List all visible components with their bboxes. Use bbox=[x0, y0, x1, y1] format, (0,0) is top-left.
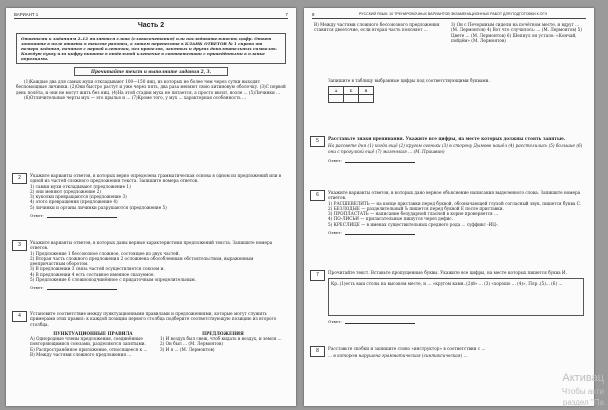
q3-option: 4) В предложении 4 есть составное именное сказуемое. bbox=[30, 271, 155, 277]
sentence-item: 1) И воздух был свеж, чтоб кидать в воздух, и земля ... bbox=[160, 336, 282, 341]
answer-table bbox=[328, 86, 374, 103]
question-3-number: 3 bbox=[12, 240, 27, 251]
table-cell[interactable] bbox=[359, 95, 374, 103]
q6-option: 2) БЕЗЛОДЫЕ — разделительный Ъ пишется перед буквой Е после приставки. bbox=[328, 205, 504, 211]
q6-option: 5) КРЕСЛИЦЕ — в именах существительных среднего рода ... суффикс -ИЦ-. bbox=[328, 221, 499, 227]
question-5-number: 5 bbox=[310, 136, 325, 147]
question-2-number: 2 bbox=[12, 173, 27, 184]
table-header: В bbox=[359, 87, 374, 95]
question-2-text: Укажите варианты ответов, в которых верно определена грамматическая основа в одном из предложений или в одной из частей сложного предложения текста. Запишите номера ответов. bbox=[30, 173, 282, 184]
variant-label: ВАРИАНТ 1 bbox=[14, 12, 39, 17]
answer-field[interactable] bbox=[47, 217, 117, 218]
question-5-text: Расставьте знаки препинания. Укажите все цифры, на месте которых должны стоять запятые. bbox=[328, 136, 566, 141]
q6-option: 3) ПРОПЛАСТАТЬ — написание безударной гласной в корне проверяется ... bbox=[328, 211, 499, 216]
q2-option: 2) они меняют (предложение 2) bbox=[30, 188, 101, 194]
question-8-passage: ... в котором нарушена грамматическая (синтаксическая) ... bbox=[328, 353, 468, 359]
right-page bbox=[304, 8, 594, 406]
question-7-passage: Кр..(1)есть ваш столы на высоком месте, и ... «кругом камн..(2)й» ... (3) «хорошо ... (4)», Плр..(5)... (6) ... bbox=[328, 278, 584, 316]
q3-option: 3) В предложении 3 связь частей осуществляется союзом и. bbox=[30, 266, 165, 272]
answer-label: Ответ: bbox=[30, 212, 44, 218]
instructions-box: Ответами к заданиям 2–12 являются слова (словосочетания) или последовательность цифр. Ответ запишите в поле ответа в тексте работы, а затем перенесите в БЛАНК ОТВЕТОВ № 1 справа от номера задания, начиная с первой клеточки, без пробелов, запятых и других дополнительных символов. Каждую букву или цифру пишите в отдельной клеточке в соответствии с приведёнными в бланке образцами. bbox=[16, 33, 286, 64]
page-number: 7 bbox=[285, 12, 288, 17]
text-paragraph-2: (6)Отличительные черты мух — это крылья и ... (7)Кроме того, у мух ... характерная особенность ... bbox=[24, 94, 247, 100]
q2-option: 1) самки мухи откладывают (предложение 1) bbox=[30, 183, 131, 189]
question-4-number: 4 bbox=[12, 311, 27, 322]
q3-option: 2) Вторая часть сложного предложения 2 осложнена обособленным обстоятельством, выраженным деепричастным оборотом. bbox=[30, 255, 254, 266]
rule-item: В) Между частями сложного предложения ... bbox=[30, 351, 132, 357]
sentence-item: 3) И я ... (М. Лермонтов) bbox=[160, 346, 215, 352]
q2-option: 4) этого превращения (предложение 4) bbox=[30, 199, 118, 205]
question-7-number: 7 bbox=[310, 270, 325, 281]
q6-option: 4) ПО-ЛИСЬИ — прилагательные пишутся через дефис. bbox=[328, 216, 453, 222]
q2-option: 3) куколки превращаются (предложение 3) bbox=[30, 194, 127, 199]
answer-label: Ответ: bbox=[30, 285, 44, 290]
page-number: 8 bbox=[312, 12, 315, 17]
question-8-number: 8 bbox=[310, 346, 325, 357]
question-8-text: Расставьте скобки и запишите слово «инструктор» в соответствии с ... bbox=[328, 346, 486, 351]
part-title: Часть 2 bbox=[137, 22, 165, 29]
q2-option: 5) личинки и органы личинки разрушаются (предложение 5) bbox=[30, 204, 167, 210]
sentence-item: 2) Он был ... (М. Лермонтов) bbox=[160, 341, 223, 347]
question-6-number: 6 bbox=[310, 190, 325, 201]
question-3-text: Укажите варианты ответов, в которых даны верные характеристики предложений текста. Запишите номера ответов. bbox=[30, 240, 273, 251]
right-page-header bbox=[312, 12, 586, 19]
answer-field[interactable] bbox=[345, 234, 415, 235]
left-page bbox=[6, 8, 296, 406]
table-cell[interactable] bbox=[329, 95, 344, 103]
answer-label: Ответ: bbox=[328, 157, 342, 163]
read-prompt: Прочитайте текст и выполните задания 2, 3. bbox=[74, 67, 228, 76]
book-title: РУССКИЙ ЯЗЫК: 10 ТРЕНИРОВОЧНЫХ ВАРИАНТОВ ЭКЗАМЕНАЦИОННЫХ РАБОТ ДЛЯ ПОДГОТОВКИ К ОГЭ bbox=[358, 12, 548, 16]
rules-column-title: ПУНКТУАЦИОННЫЕ ПРАВИЛА bbox=[53, 330, 133, 336]
table-cell[interactable] bbox=[344, 95, 359, 103]
answer-field[interactable] bbox=[345, 162, 415, 163]
activation-watermark-line3: раздел "Па bbox=[562, 398, 604, 407]
left-page-header bbox=[14, 12, 288, 19]
q6-option: 1) РАСШЕВЕЛИТЬ — на конце приставки перед буквой, обозначающей глухой согласный звук, пишется буква С. bbox=[328, 200, 582, 206]
rule-item: Б) Распространённое приложение, относящееся к ... bbox=[30, 346, 148, 352]
rule-item: А) Однородные члены предложения, соединённые повторяющимися союзами, разделяются запятыми. bbox=[30, 336, 146, 347]
question-4-text: Установите соответствие между пунктуационными правилами и предложениями, которые могут служить примерами этих правил: к каждой позиции первого столбца подберите соответствующую позицию из второго столбца. bbox=[30, 311, 277, 327]
table-prompt: Запишите в таблицу выбранные цифры под соответствующими буквами. bbox=[328, 78, 490, 83]
answer-field[interactable] bbox=[345, 323, 415, 324]
q3-option: 1) Предложение 1 бессоюзное сложное, состоящее из двух частей. bbox=[30, 250, 180, 256]
answer-label: Ответ: bbox=[328, 319, 342, 325]
rule-item: В) Между частями сложного бессоюзного предложения ставится двоеточие, если вторая часть поясняет ... bbox=[314, 22, 440, 33]
answer-field[interactable] bbox=[47, 289, 117, 290]
question-5-passage: На рассвете дня (1) когда ещё (2) кругом огоньки (3) в сторону Дымово нашёл (4) расстелились (5) большие (6) они с прогулкой ещё (7) маленькая ... (М. Пришвин) bbox=[328, 143, 583, 154]
activation-watermark-line2: Чтобы акти bbox=[561, 387, 604, 396]
question-7-text: Прочитайте текст. Вставьте пропущенные буквы. Укажите все цифры, на месте которых пишется буква И. bbox=[328, 270, 567, 275]
text-paragraph-1: (1)Каждые два для самых мухи откладывают 100—150 яиц, из которых не более чем через сутки выходят беспомощные личинки. (2)Они быстро растут и уже через пять, два раза меняют свою хитиновую оболочку. (3)С первой день полёта, и они не могут жить без яиц. (4)На этой стадии муха не питается, а просто висит, возле ... (5)Личинки ... bbox=[16, 79, 286, 95]
q3-option: 5) Предложение 6 сложноподчинённое с придаточным определительным. bbox=[30, 276, 196, 282]
activation-watermark: Активац bbox=[562, 372, 604, 384]
sentence-items: 3) Он с Печориным сидели на почётном месте, и вдруг ... (М. Лермонтов) 4) Вот что случилось: ... (М. Лермонтов) 5) Цвете ... (М. Лермонтов) 6) Шепнул он устало: «Кончай, пойдём» (М. Лермонтов) bbox=[451, 22, 582, 43]
question-6-text: Укажите варианты ответов, в которых дано верное объяснение написания выделенного слова. Запишите номера ответов. bbox=[328, 190, 581, 201]
table-header: Б bbox=[344, 87, 359, 95]
answer-label: Ответ: bbox=[328, 229, 342, 235]
sentences-column-title: ПРЕДЛОЖЕНИЯ bbox=[202, 330, 244, 336]
table-header: А bbox=[329, 87, 344, 95]
